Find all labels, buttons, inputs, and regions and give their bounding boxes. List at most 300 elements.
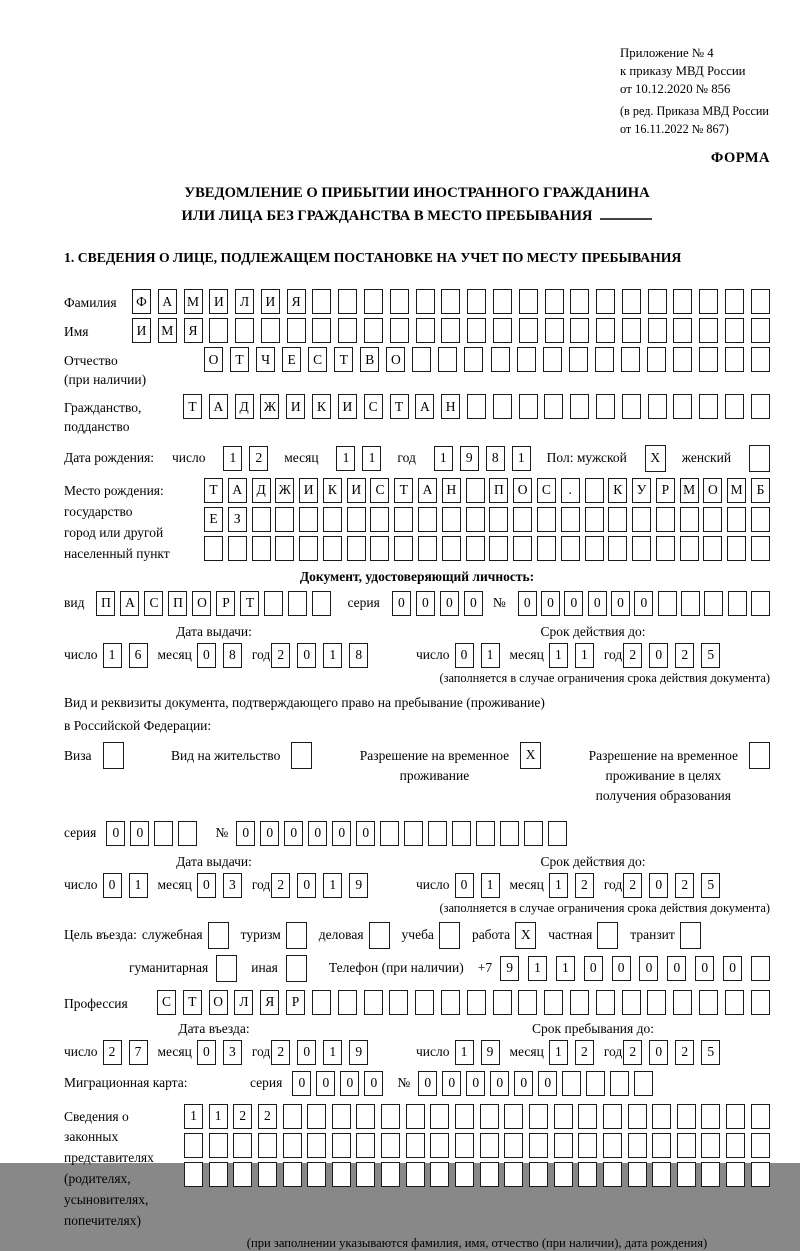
char-box[interactable]: [554, 1104, 573, 1129]
char-box[interactable]: [751, 536, 770, 561]
char-box[interactable]: [596, 318, 615, 343]
char-box[interactable]: .: [561, 478, 580, 503]
char-box[interactable]: С: [370, 478, 389, 503]
char-box[interactable]: [184, 1133, 203, 1158]
char-box[interactable]: 1: [323, 873, 342, 898]
char-box[interactable]: [467, 318, 486, 343]
char-box[interactable]: [504, 1162, 523, 1187]
char-box[interactable]: 8: [223, 643, 242, 668]
char-box[interactable]: [570, 318, 589, 343]
char-box[interactable]: И: [338, 394, 357, 419]
char-box[interactable]: 1: [481, 873, 500, 898]
char-box[interactable]: 0: [284, 821, 303, 846]
char-box[interactable]: Т: [230, 347, 249, 372]
char-box[interactable]: 0: [392, 591, 411, 616]
char-box[interactable]: [699, 289, 718, 314]
char-box[interactable]: 0: [130, 821, 149, 846]
char-box[interactable]: [728, 591, 747, 616]
char-box[interactable]: [699, 394, 718, 419]
char-box[interactable]: 0: [236, 821, 255, 846]
char-box[interactable]: 0: [464, 591, 483, 616]
char-box[interactable]: 2: [623, 643, 642, 668]
char-box[interactable]: [648, 394, 667, 419]
char-box[interactable]: [467, 394, 486, 419]
char-box[interactable]: [677, 1162, 696, 1187]
char-box[interactable]: В: [360, 347, 379, 372]
char-box[interactable]: 2: [271, 873, 290, 898]
char-box[interactable]: [299, 507, 318, 532]
char-box[interactable]: [725, 289, 744, 314]
char-box[interactable]: 1: [184, 1104, 203, 1129]
char-box[interactable]: 0: [612, 956, 631, 981]
char-box[interactable]: [562, 1071, 581, 1096]
char-box[interactable]: 0: [292, 1071, 311, 1096]
char-box[interactable]: 7: [129, 1040, 148, 1065]
char-box[interactable]: [548, 821, 567, 846]
char-box[interactable]: [442, 536, 461, 561]
char-box[interactable]: 9: [349, 1040, 368, 1065]
char-box[interactable]: [323, 536, 342, 561]
char-box[interactable]: [561, 507, 580, 532]
char-box[interactable]: [673, 394, 692, 419]
char-box[interactable]: [209, 1162, 228, 1187]
char-box[interactable]: [529, 1104, 548, 1129]
char-box[interactable]: [554, 1162, 573, 1187]
char-box[interactable]: 0: [440, 591, 459, 616]
char-box[interactable]: [370, 507, 389, 532]
char-box[interactable]: Я: [260, 990, 279, 1015]
char-box[interactable]: [537, 507, 556, 532]
char-box[interactable]: [466, 478, 485, 503]
char-box[interactable]: [480, 1162, 499, 1187]
char-box[interactable]: [464, 347, 483, 372]
char-box[interactable]: [622, 990, 641, 1015]
char-box[interactable]: [252, 536, 271, 561]
char-box[interactable]: [258, 1133, 277, 1158]
char-box[interactable]: [491, 347, 510, 372]
char-box[interactable]: 1: [549, 1040, 568, 1065]
char-box[interactable]: [283, 1104, 302, 1129]
char-box[interactable]: [727, 507, 746, 532]
char-box[interactable]: [632, 536, 651, 561]
char-box[interactable]: [751, 347, 770, 372]
char-box[interactable]: Л: [234, 990, 253, 1015]
char-box[interactable]: [603, 1162, 622, 1187]
char-box[interactable]: П: [489, 478, 508, 503]
char-box[interactable]: [727, 536, 746, 561]
char-box[interactable]: [585, 507, 604, 532]
char-box[interactable]: [418, 536, 437, 561]
char-box[interactable]: Д: [252, 478, 271, 503]
char-box[interactable]: [701, 1133, 720, 1158]
char-box[interactable]: И: [286, 394, 305, 419]
char-box[interactable]: 0: [538, 1071, 557, 1096]
char-box[interactable]: 2: [271, 643, 290, 668]
char-box[interactable]: 0: [490, 1071, 509, 1096]
char-box[interactable]: [299, 536, 318, 561]
char-box[interactable]: [493, 394, 512, 419]
char-box[interactable]: Р: [656, 478, 675, 503]
char-box[interactable]: Р: [286, 990, 305, 1015]
char-box[interactable]: [364, 318, 383, 343]
char-box[interactable]: 0: [297, 1040, 316, 1065]
char-box[interactable]: [647, 990, 666, 1015]
char-box[interactable]: [455, 1104, 474, 1129]
char-box[interactable]: 0: [649, 873, 668, 898]
char-box[interactable]: [603, 1104, 622, 1129]
char-box[interactable]: 2: [103, 1040, 122, 1065]
char-box[interactable]: Н: [441, 394, 460, 419]
char-box[interactable]: Т: [394, 478, 413, 503]
char-box[interactable]: 2: [675, 643, 694, 668]
char-box[interactable]: [103, 742, 124, 769]
char-box[interactable]: [524, 821, 543, 846]
char-box[interactable]: [283, 1162, 302, 1187]
char-box[interactable]: [751, 1104, 770, 1129]
char-box[interactable]: 0: [416, 591, 435, 616]
char-box[interactable]: 2: [249, 446, 268, 471]
char-box[interactable]: [628, 1133, 647, 1158]
char-box[interactable]: [332, 1104, 351, 1129]
char-box[interactable]: [622, 318, 641, 343]
char-box[interactable]: [307, 1104, 326, 1129]
char-box[interactable]: А: [228, 478, 247, 503]
char-box[interactable]: [751, 990, 770, 1015]
char-box[interactable]: [364, 289, 383, 314]
char-box[interactable]: 8: [349, 643, 368, 668]
char-box[interactable]: 0: [364, 1071, 383, 1096]
char-box[interactable]: [370, 536, 389, 561]
char-box[interactable]: Ж: [275, 478, 294, 503]
char-box[interactable]: [208, 922, 229, 949]
char-box[interactable]: [648, 289, 667, 314]
char-box[interactable]: [673, 990, 692, 1015]
char-box[interactable]: [347, 507, 366, 532]
char-box[interactable]: [500, 821, 519, 846]
char-box[interactable]: [673, 318, 692, 343]
char-box[interactable]: 1: [336, 446, 355, 471]
char-box[interactable]: [416, 289, 435, 314]
char-box[interactable]: [356, 1133, 375, 1158]
char-box[interactable]: 0: [356, 821, 375, 846]
char-box[interactable]: 0: [649, 643, 668, 668]
char-box[interactable]: О: [513, 478, 532, 503]
char-box[interactable]: [204, 536, 223, 561]
char-box[interactable]: 5: [701, 873, 720, 898]
char-box[interactable]: [726, 1104, 745, 1129]
char-box[interactable]: [680, 922, 701, 949]
char-box[interactable]: [751, 591, 770, 616]
char-box[interactable]: [570, 394, 589, 419]
char-box[interactable]: 0: [455, 873, 474, 898]
char-box[interactable]: [442, 507, 461, 532]
char-box[interactable]: [264, 591, 283, 616]
char-box[interactable]: [578, 1104, 597, 1129]
char-box[interactable]: Т: [240, 591, 259, 616]
char-box[interactable]: [634, 1071, 653, 1096]
char-box[interactable]: [554, 1133, 573, 1158]
char-box[interactable]: 0: [340, 1071, 359, 1096]
char-box[interactable]: [338, 289, 357, 314]
char-box[interactable]: [441, 990, 460, 1015]
char-box[interactable]: [725, 394, 744, 419]
char-box[interactable]: [632, 507, 651, 532]
char-box[interactable]: [258, 1162, 277, 1187]
char-box[interactable]: [441, 318, 460, 343]
char-box[interactable]: [658, 591, 677, 616]
char-box[interactable]: [261, 318, 280, 343]
char-box[interactable]: [416, 318, 435, 343]
char-box[interactable]: 1: [528, 956, 547, 981]
char-box[interactable]: 1: [549, 873, 568, 898]
char-box[interactable]: [412, 347, 431, 372]
char-box[interactable]: [338, 990, 357, 1015]
char-box[interactable]: [489, 507, 508, 532]
char-box[interactable]: [701, 1162, 720, 1187]
char-box[interactable]: С: [364, 394, 383, 419]
char-box[interactable]: [286, 955, 307, 982]
char-box[interactable]: [699, 347, 718, 372]
char-box[interactable]: 0: [308, 821, 327, 846]
char-box[interactable]: О: [386, 347, 405, 372]
char-box[interactable]: О: [209, 990, 228, 1015]
char-box[interactable]: 2: [258, 1104, 277, 1129]
char-box[interactable]: 8: [486, 446, 505, 471]
char-box[interactable]: А: [158, 289, 177, 314]
char-box[interactable]: [677, 1133, 696, 1158]
char-box[interactable]: 0: [316, 1071, 335, 1096]
char-box[interactable]: О: [204, 347, 223, 372]
char-box[interactable]: [680, 536, 699, 561]
char-box[interactable]: [622, 394, 641, 419]
char-box[interactable]: [381, 1162, 400, 1187]
char-box[interactable]: И: [209, 289, 228, 314]
char-box[interactable]: К: [312, 394, 331, 419]
char-box[interactable]: [380, 821, 399, 846]
char-box[interactable]: [703, 536, 722, 561]
char-box[interactable]: А: [418, 478, 437, 503]
char-box[interactable]: [751, 1133, 770, 1158]
char-box[interactable]: [286, 922, 307, 949]
char-box[interactable]: [751, 956, 770, 981]
char-box[interactable]: М: [727, 478, 746, 503]
char-box[interactable]: X: [515, 922, 536, 949]
char-box[interactable]: Т: [390, 394, 409, 419]
char-box[interactable]: И: [132, 318, 151, 343]
char-box[interactable]: [252, 507, 271, 532]
char-box[interactable]: 1: [455, 1040, 474, 1065]
char-box[interactable]: [703, 507, 722, 532]
char-box[interactable]: [178, 821, 197, 846]
char-box[interactable]: 1: [129, 873, 148, 898]
char-box[interactable]: [347, 536, 366, 561]
char-box[interactable]: 9: [500, 956, 519, 981]
char-box[interactable]: 1: [481, 643, 500, 668]
char-box[interactable]: 9: [349, 873, 368, 898]
char-box[interactable]: [369, 922, 390, 949]
char-box[interactable]: [466, 536, 485, 561]
char-box[interactable]: С: [157, 990, 176, 1015]
char-box[interactable]: И: [299, 478, 318, 503]
char-box[interactable]: Ж: [260, 394, 279, 419]
char-box[interactable]: [699, 990, 718, 1015]
char-box[interactable]: А: [209, 394, 228, 419]
char-box[interactable]: [394, 507, 413, 532]
char-box[interactable]: [312, 591, 331, 616]
char-box[interactable]: [751, 394, 770, 419]
char-box[interactable]: [356, 1104, 375, 1129]
char-box[interactable]: 5: [701, 643, 720, 668]
char-box[interactable]: [406, 1104, 425, 1129]
char-box[interactable]: 0: [297, 643, 316, 668]
char-box[interactable]: [648, 318, 667, 343]
char-box[interactable]: [307, 1162, 326, 1187]
char-box[interactable]: 0: [455, 643, 474, 668]
char-box[interactable]: 5: [701, 1040, 720, 1065]
char-box[interactable]: [585, 478, 604, 503]
char-box[interactable]: 2: [623, 1040, 642, 1065]
char-box[interactable]: И: [261, 289, 280, 314]
char-box[interactable]: [578, 1133, 597, 1158]
char-box[interactable]: [332, 1162, 351, 1187]
char-box[interactable]: [381, 1104, 400, 1129]
char-box[interactable]: 0: [695, 956, 714, 981]
char-box[interactable]: С: [144, 591, 163, 616]
char-box[interactable]: [390, 318, 409, 343]
char-box[interactable]: [751, 289, 770, 314]
char-box[interactable]: [455, 1162, 474, 1187]
char-box[interactable]: [394, 536, 413, 561]
char-box[interactable]: [652, 1133, 671, 1158]
char-box[interactable]: [275, 536, 294, 561]
char-box[interactable]: [430, 1133, 449, 1158]
char-box[interactable]: [338, 318, 357, 343]
char-box[interactable]: [480, 1104, 499, 1129]
char-box[interactable]: [597, 922, 618, 949]
char-box[interactable]: [312, 318, 331, 343]
char-box[interactable]: X: [645, 445, 666, 472]
char-box[interactable]: [569, 347, 588, 372]
char-box[interactable]: [544, 990, 563, 1015]
char-box[interactable]: [480, 1133, 499, 1158]
char-box[interactable]: [452, 821, 471, 846]
char-box[interactable]: К: [608, 478, 627, 503]
char-box[interactable]: [418, 507, 437, 532]
char-box[interactable]: [283, 1133, 302, 1158]
char-box[interactable]: [307, 1133, 326, 1158]
char-box[interactable]: [428, 821, 447, 846]
char-box[interactable]: [389, 990, 408, 1015]
char-box[interactable]: [517, 347, 536, 372]
char-box[interactable]: У: [632, 478, 651, 503]
char-box[interactable]: [652, 1104, 671, 1129]
char-box[interactable]: 1: [575, 643, 594, 668]
char-box[interactable]: [356, 1162, 375, 1187]
char-box[interactable]: [570, 289, 589, 314]
char-box[interactable]: А: [120, 591, 139, 616]
char-box[interactable]: [467, 289, 486, 314]
char-box[interactable]: [652, 1162, 671, 1187]
char-box[interactable]: П: [168, 591, 187, 616]
char-box[interactable]: [656, 507, 675, 532]
char-box[interactable]: 1: [362, 446, 381, 471]
char-box[interactable]: [476, 821, 495, 846]
char-box[interactable]: 0: [466, 1071, 485, 1096]
char-box[interactable]: 9: [460, 446, 479, 471]
char-box[interactable]: [430, 1104, 449, 1129]
char-box[interactable]: [704, 591, 723, 616]
char-box[interactable]: [701, 1104, 720, 1129]
char-box[interactable]: [228, 536, 247, 561]
char-box[interactable]: [466, 507, 485, 532]
char-box[interactable]: 1: [434, 446, 453, 471]
char-box[interactable]: [323, 507, 342, 532]
char-box[interactable]: 2: [575, 1040, 594, 1065]
char-box[interactable]: Р: [216, 591, 235, 616]
char-box[interactable]: [622, 289, 641, 314]
char-box[interactable]: [561, 536, 580, 561]
char-box[interactable]: Л: [235, 289, 254, 314]
char-box[interactable]: [673, 289, 692, 314]
char-box[interactable]: 3: [223, 873, 242, 898]
char-box[interactable]: [493, 318, 512, 343]
char-box[interactable]: [529, 1162, 548, 1187]
char-box[interactable]: А: [415, 394, 434, 419]
char-box[interactable]: М: [158, 318, 177, 343]
char-box[interactable]: [543, 347, 562, 372]
char-box[interactable]: 0: [442, 1071, 461, 1096]
char-box[interactable]: Е: [282, 347, 301, 372]
char-box[interactable]: [699, 318, 718, 343]
char-box[interactable]: 0: [588, 591, 607, 616]
char-box[interactable]: 1: [209, 1104, 228, 1129]
char-box[interactable]: [749, 445, 770, 472]
char-box[interactable]: 2: [233, 1104, 252, 1129]
char-box[interactable]: 0: [723, 956, 742, 981]
char-box[interactable]: [621, 347, 640, 372]
char-box[interactable]: Ф: [132, 289, 151, 314]
char-box[interactable]: 0: [332, 821, 351, 846]
char-box[interactable]: [519, 318, 538, 343]
char-box[interactable]: [680, 507, 699, 532]
char-box[interactable]: Я: [184, 318, 203, 343]
char-box[interactable]: [586, 1071, 605, 1096]
char-box[interactable]: 2: [675, 1040, 694, 1065]
char-box[interactable]: 1: [103, 643, 122, 668]
char-box[interactable]: Б: [751, 478, 770, 503]
char-box[interactable]: 0: [106, 821, 125, 846]
char-box[interactable]: [233, 1133, 252, 1158]
char-box[interactable]: 6: [129, 643, 148, 668]
char-box[interactable]: [608, 536, 627, 561]
char-box[interactable]: [537, 536, 556, 561]
char-box[interactable]: [404, 821, 423, 846]
char-box[interactable]: 1: [549, 643, 568, 668]
char-box[interactable]: [312, 990, 331, 1015]
char-box[interactable]: Т: [183, 990, 202, 1015]
char-box[interactable]: 9: [481, 1040, 500, 1065]
char-box[interactable]: Т: [334, 347, 353, 372]
char-box[interactable]: [441, 289, 460, 314]
char-box[interactable]: [673, 347, 692, 372]
char-box[interactable]: [595, 347, 614, 372]
char-box[interactable]: М: [184, 289, 203, 314]
char-box[interactable]: 0: [639, 956, 658, 981]
char-box[interactable]: [751, 507, 770, 532]
char-box[interactable]: [570, 990, 589, 1015]
char-box[interactable]: [513, 507, 532, 532]
char-box[interactable]: [364, 990, 383, 1015]
